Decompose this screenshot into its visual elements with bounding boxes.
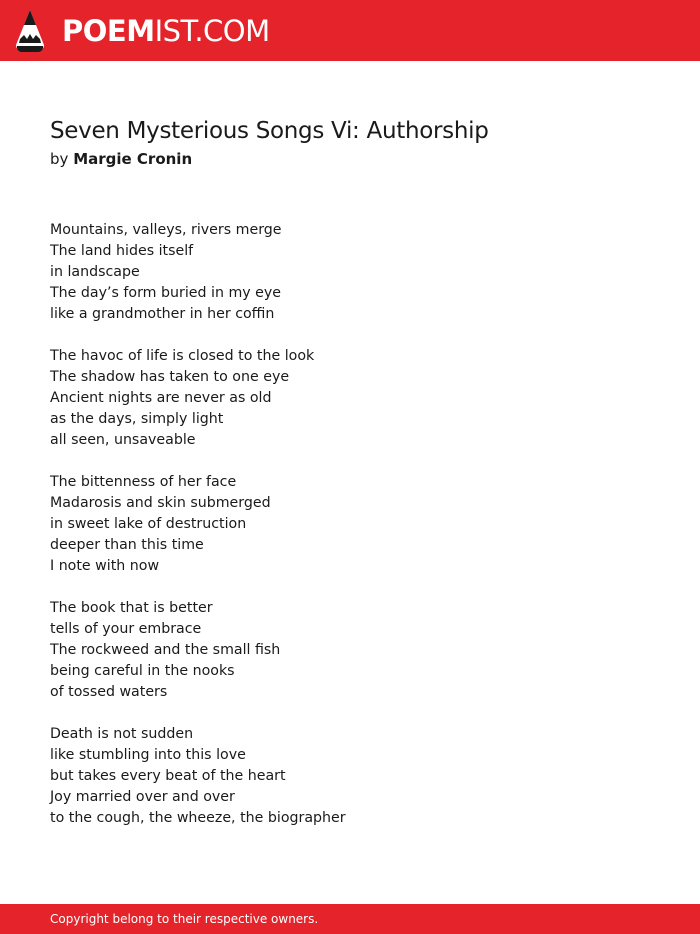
- poem-line: deeper than this time: [50, 537, 204, 553]
- poem-stanza: [50, 346, 650, 451]
- poem-stanza: [50, 220, 650, 325]
- poem-line: being careful in the nooks: [50, 663, 235, 679]
- poem-line: Joy married over and over: [50, 789, 235, 805]
- poem-line: Death is not sudden: [50, 726, 194, 742]
- poem-line: as the days, simply light: [50, 411, 224, 427]
- poem-line: The rockweed and the small fish: [50, 642, 281, 658]
- copyright-notice: Copyright belong to their respective owners.: [50, 912, 319, 926]
- poem-line: I note with now: [50, 558, 160, 574]
- site-logo-link[interactable]: [14, 8, 270, 54]
- site-footer: [0, 904, 700, 934]
- poem-stanza: [50, 472, 650, 577]
- poem-content: [50, 114, 650, 850]
- poem-line: but takes every beat of the heart: [50, 768, 286, 784]
- logo-wordmark-light: IST.COM: [154, 13, 270, 48]
- poem-line: of tossed waters: [50, 684, 168, 700]
- poem-line: The land hides itself: [50, 243, 194, 259]
- poem-byline: [50, 148, 650, 170]
- byline-prefix: by: [50, 150, 69, 168]
- site-header: [0, 0, 700, 61]
- poem-line: The shadow has taken to one eye: [50, 369, 290, 385]
- poem-line: in sweet lake of destruction: [50, 516, 247, 532]
- poem-line: The havoc of life is closed to the look: [50, 348, 315, 364]
- poem-line: to the cough, the wheeze, the biographer: [50, 810, 346, 826]
- poem-line: in landscape: [50, 264, 140, 280]
- poem-line: The book that is better: [50, 600, 213, 616]
- poem-line: Madarosis and skin submerged: [50, 495, 271, 511]
- poem-line: Mountains, valleys, rivers merge: [50, 222, 282, 238]
- poem-line: like stumbling into this love: [50, 747, 246, 763]
- poem-line: The day’s form buried in my eye: [50, 285, 282, 301]
- logo-wordmark: [62, 13, 270, 48]
- poem-line: Ancient nights are never as old: [50, 390, 272, 406]
- poem-line: all seen, unsaveable: [50, 432, 196, 448]
- poem-title: Seven Mysterious Songs Vi: Authorship: [50, 118, 489, 144]
- poem-line: like a grandmother in her coffin: [50, 306, 275, 322]
- poem-author: Margie Cronin: [73, 150, 193, 168]
- poem-line: tells of your embrace: [50, 621, 202, 637]
- poem-stanza: [50, 598, 650, 703]
- poem-line: The bittenness of her face: [50, 474, 237, 490]
- pencil-tip-icon: [14, 9, 46, 53]
- logo-wordmark-bold: POEM: [62, 13, 155, 48]
- poem-stanza: [50, 724, 650, 829]
- poem-body: [50, 220, 650, 829]
